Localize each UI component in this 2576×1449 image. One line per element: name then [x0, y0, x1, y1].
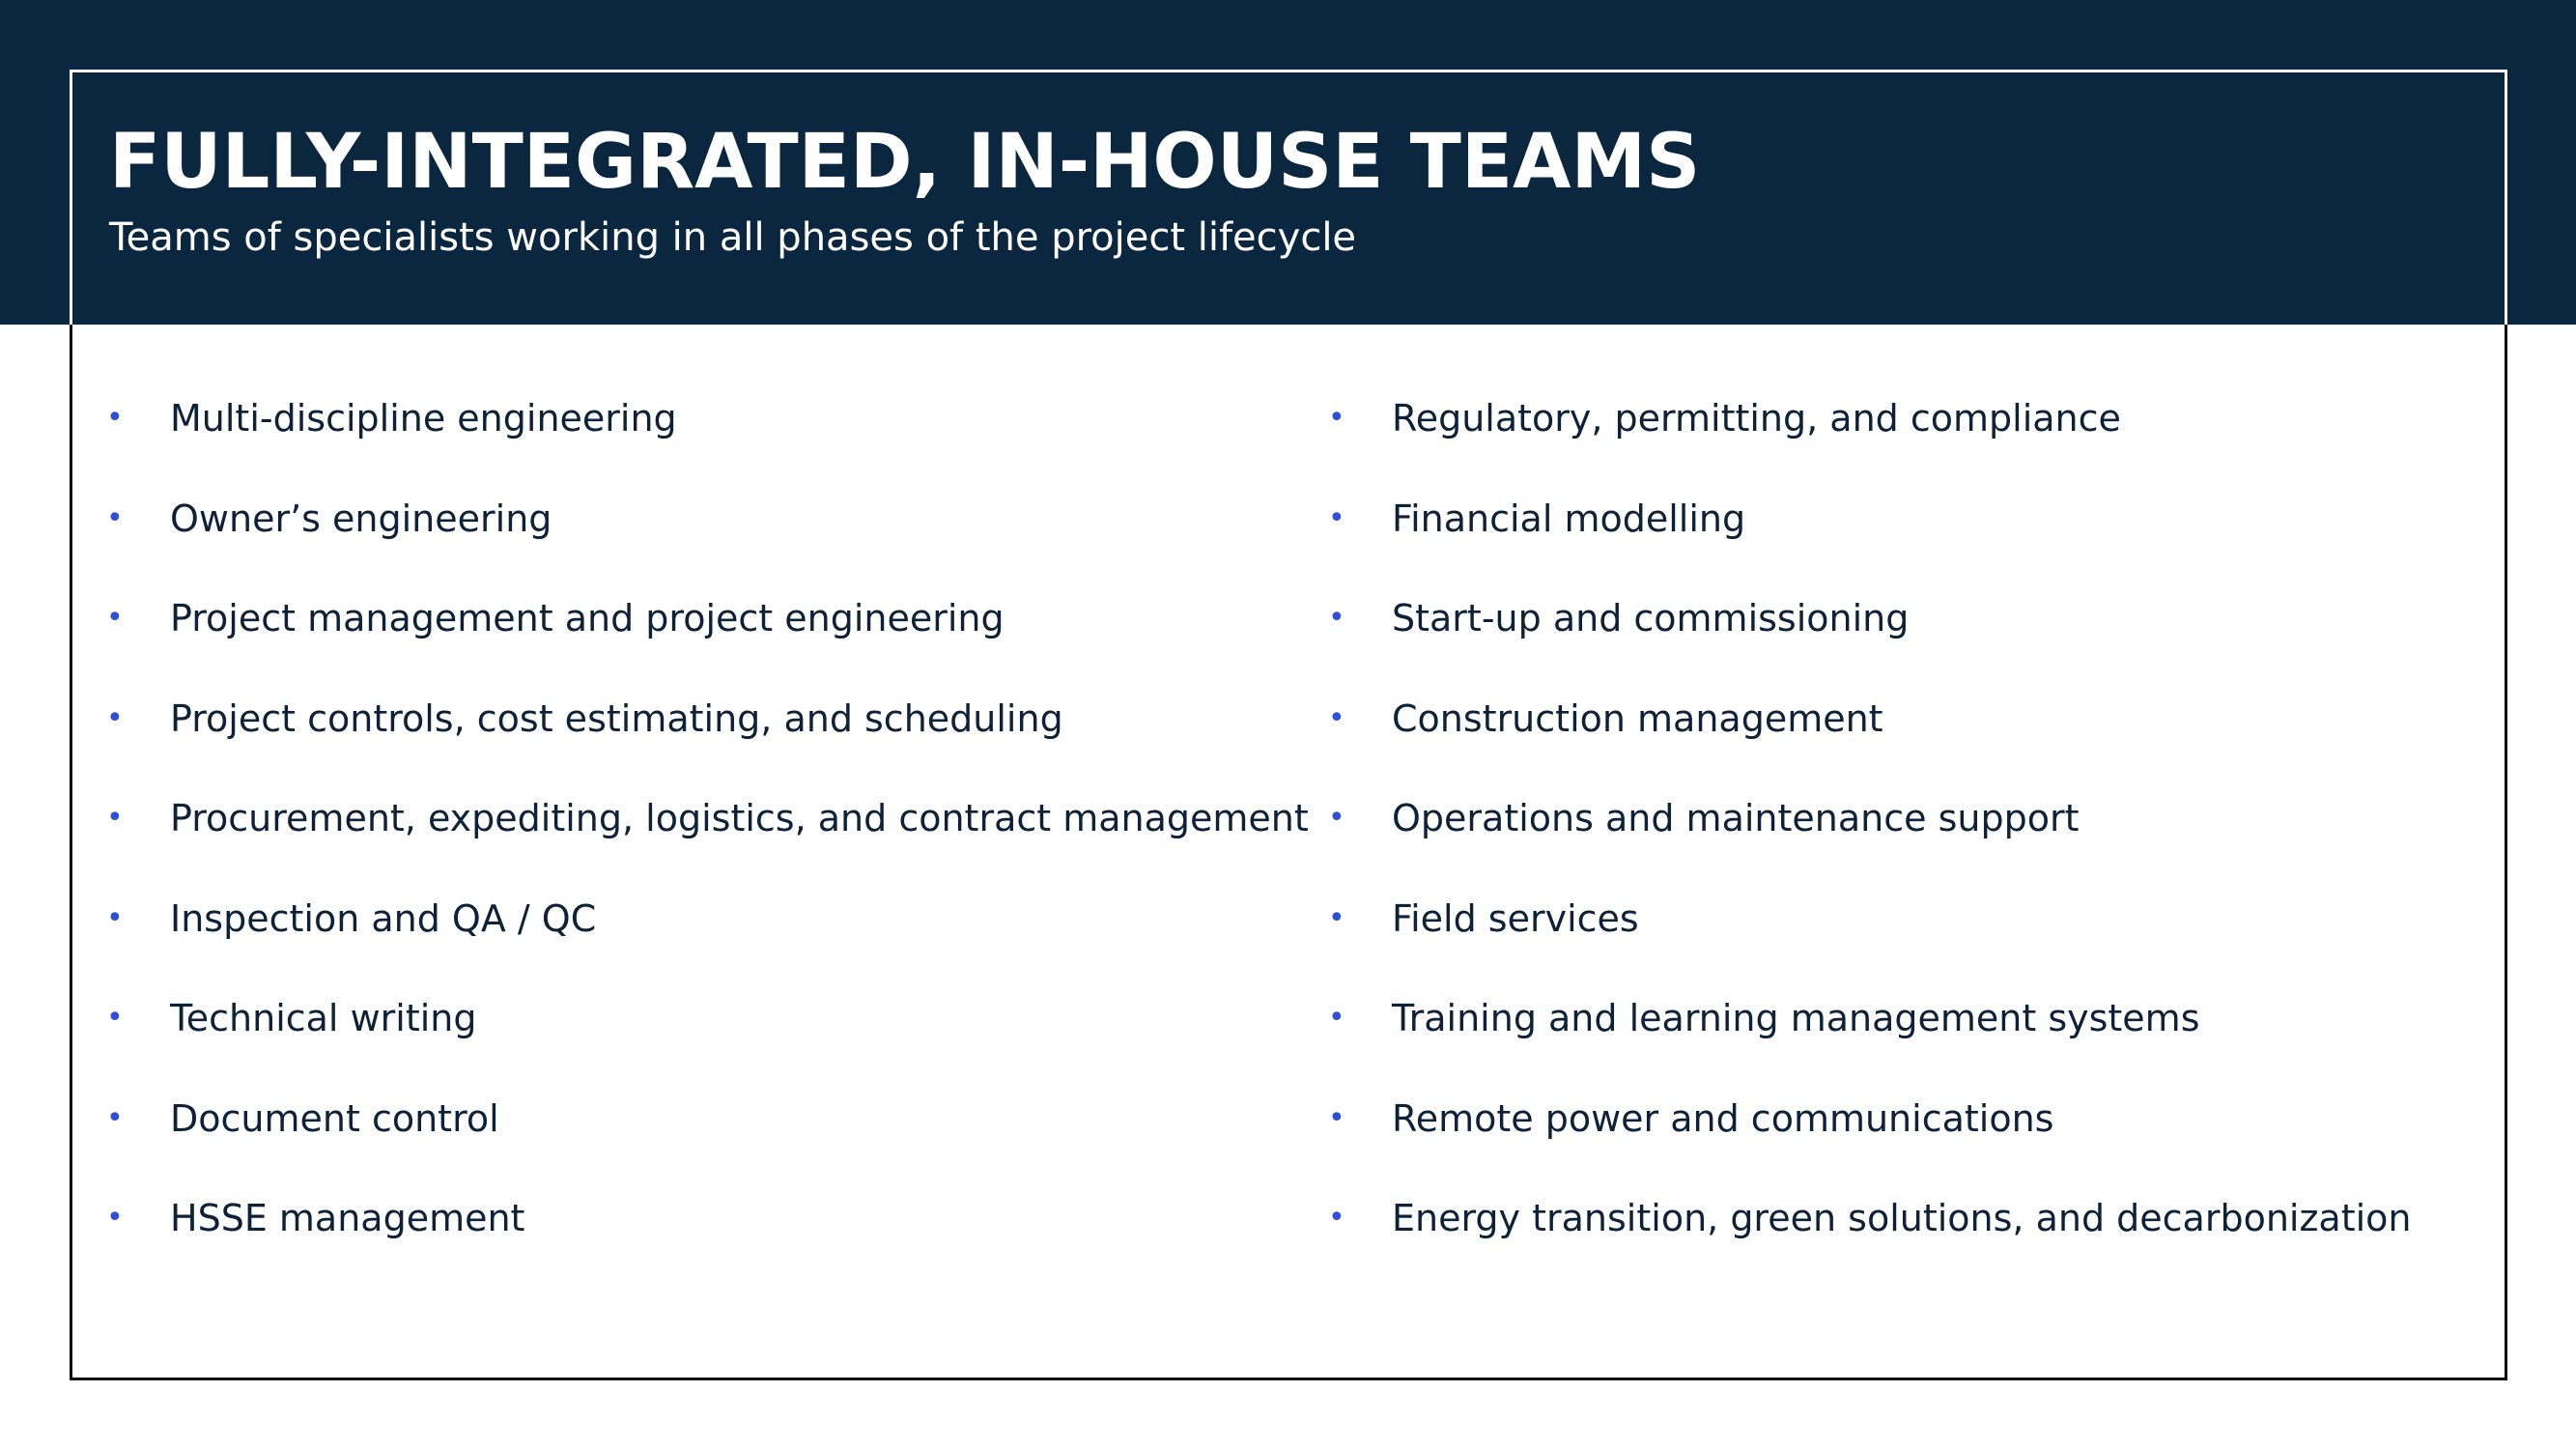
list-item-label: HSSE management — [170, 1197, 525, 1239]
list-item — [1328, 487, 2411, 587]
list-item-label: Document control — [170, 1096, 499, 1140]
bullet-icon: • — [106, 1001, 124, 1035]
list-item-label: Project management and project engineering — [170, 597, 1005, 639]
bullet-icon: • — [106, 500, 124, 535]
list-item — [106, 487, 1309, 587]
list-item — [106, 887, 1309, 987]
bullet-icon: • — [106, 601, 124, 635]
list-item — [1328, 786, 2411, 887]
list-item — [106, 786, 1309, 887]
list-item — [106, 1087, 1309, 1187]
list-item — [106, 986, 1309, 1087]
bullet-icon: • — [1328, 401, 1345, 435]
list-item — [1328, 1087, 2411, 1187]
left-service-list — [106, 386, 1309, 1287]
list-item — [1328, 986, 2411, 1087]
list-item-label: Technical writing — [170, 997, 477, 1039]
list-item — [106, 586, 1309, 687]
list-item-label: Energy transition, green solutions, and decarbonization — [1392, 1197, 2412, 1239]
bullet-icon: • — [106, 700, 124, 735]
bullet-icon: • — [106, 1201, 124, 1235]
list-item — [1328, 887, 2411, 987]
list-item — [106, 687, 1309, 787]
list-item-label: Start-up and commissioning — [1392, 597, 1910, 639]
bullet-icon: • — [106, 1100, 124, 1135]
bullet-icon: • — [106, 801, 124, 835]
list-item-label: Operations and maintenance support — [1392, 797, 2080, 839]
list-item-label: Remote power and communications — [1392, 1096, 2054, 1140]
list-item-label: Owner’s engineering — [170, 497, 552, 540]
bullet-icon: • — [1328, 900, 1345, 935]
list-item — [1328, 687, 2411, 787]
bullet-icon: • — [1328, 801, 1345, 835]
list-item — [106, 386, 1309, 487]
list-item — [106, 1186, 1309, 1287]
list-item-label: Inspection and QA / QC — [170, 896, 597, 940]
bullet-icon: • — [1328, 700, 1345, 735]
list-item — [1328, 586, 2411, 687]
list-item-label: Training and learning management systems — [1392, 997, 2200, 1039]
page-title: FULLY-INTEGRATED, IN-HOUSE TEAMS — [109, 119, 1701, 206]
bullet-icon: • — [106, 401, 124, 435]
bullet-icon: • — [106, 900, 124, 935]
list-item-label: Multi-discipline engineering — [170, 397, 677, 440]
page-subtitle: Teams of specialists working in all phases of the project lifecycle — [109, 215, 1357, 260]
list-item — [1328, 386, 2411, 487]
bullet-icon: • — [1328, 1100, 1345, 1135]
bullet-icon: • — [1328, 500, 1345, 535]
bullet-icon: • — [1328, 1001, 1345, 1035]
list-item-label: Project controls, cost estimating, and scheduling — [170, 696, 1063, 740]
list-item-label: Financial modelling — [1392, 497, 1746, 540]
bullet-icon: • — [1328, 1201, 1345, 1235]
list-item-label: Regulatory, permitting, and compliance — [1392, 397, 2121, 440]
right-service-list — [1328, 386, 2411, 1287]
bullet-icon: • — [1328, 601, 1345, 635]
list-item-label: Procurement, expediting, logistics, and contract management — [170, 797, 1309, 839]
list-item — [1328, 1186, 2411, 1287]
list-item-label: Construction management — [1392, 696, 1883, 740]
list-item-label: Field services — [1392, 896, 1639, 940]
